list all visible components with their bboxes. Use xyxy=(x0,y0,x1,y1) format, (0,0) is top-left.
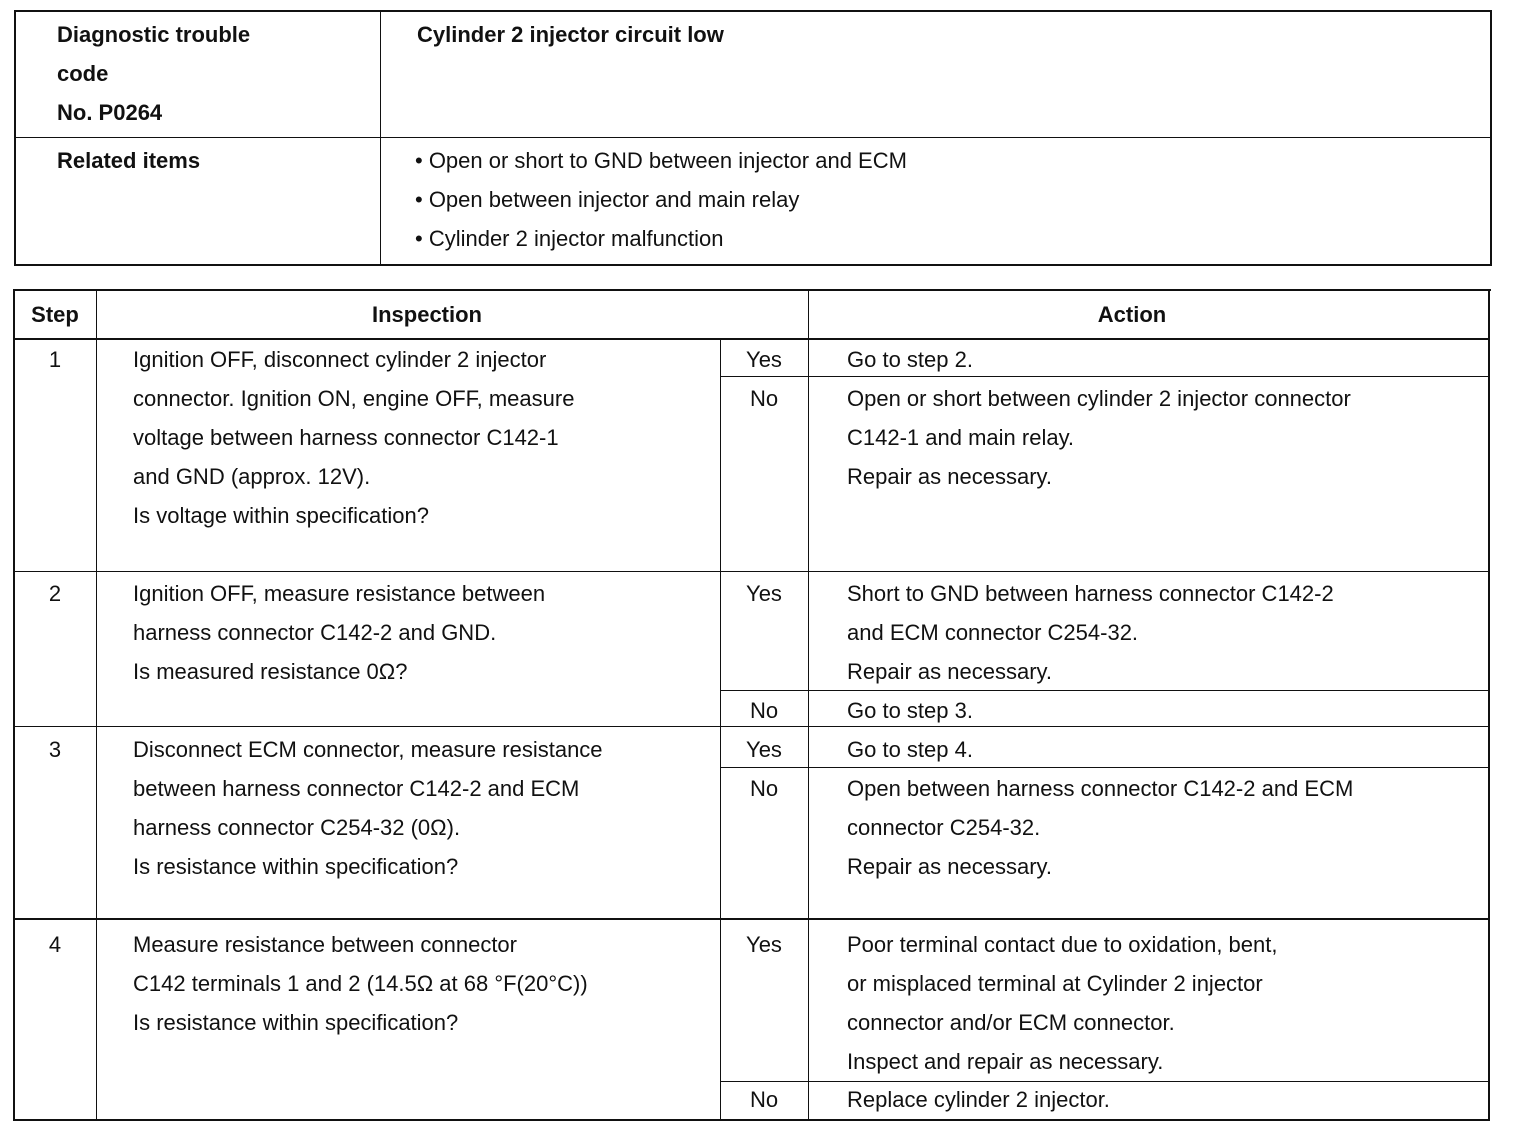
action-line: Go to step 4. xyxy=(847,737,973,762)
action-line: Repair as necessary. xyxy=(847,464,1053,489)
inspection-line: Ignition OFF, measure resistance between xyxy=(133,581,546,606)
answer-yes: Yes xyxy=(746,737,782,762)
related-items-label: Related items xyxy=(57,148,201,173)
dtc-label-line: No. P0264 xyxy=(57,100,163,125)
column-header-action: Action xyxy=(1097,302,1167,327)
inspection-line: harness connector C142-2 and GND. xyxy=(133,620,497,645)
answer-no: No xyxy=(749,386,779,411)
action-line: Open between harness connector C142-2 and ECM xyxy=(847,776,1354,801)
inspection-line: Is resistance within specification? xyxy=(133,1010,459,1035)
step-number: 4 xyxy=(48,932,62,957)
action-line: Go to step 2. xyxy=(847,347,973,372)
rule xyxy=(13,918,1489,920)
related-item: • Open or short to GND between injector and ECM xyxy=(415,148,907,173)
inspection-line: Ignition OFF, disconnect cylinder 2 injector xyxy=(133,347,547,372)
action-line: Open or short between cylinder 2 injector connector xyxy=(847,386,1351,411)
action-line: Poor terminal contact due to oxidation, bent, xyxy=(847,932,1278,957)
answer-yes: Yes xyxy=(746,581,782,606)
rule xyxy=(1488,289,1490,1121)
rule xyxy=(14,10,16,266)
inspection-line: connector. Ignition ON, engine OFF, measure xyxy=(133,386,575,411)
rule xyxy=(13,289,1491,291)
answer-no: No xyxy=(749,1087,779,1112)
inspection-line: Is resistance within specification? xyxy=(133,854,459,879)
rule xyxy=(96,289,97,1121)
action-line: Replace cylinder 2 injector. xyxy=(847,1087,1110,1112)
rule xyxy=(720,376,1489,377)
column-header-step: Step xyxy=(31,302,79,327)
inspection-line: between harness connector C142-2 and ECM xyxy=(133,776,580,801)
inspection-line: C142 terminals 1 and 2 (14.5Ω at 68 °F(20°C)) xyxy=(133,971,588,996)
rule xyxy=(720,767,1489,768)
rule xyxy=(14,137,1492,138)
action-line: Go to step 3. xyxy=(847,698,973,723)
inspection-line: Disconnect ECM connector, measure resistance xyxy=(133,737,603,762)
step-number: 2 xyxy=(48,581,62,606)
rule xyxy=(13,289,15,1121)
action-line: C142-1 and main relay. xyxy=(847,425,1075,450)
action-line: connector and/or ECM connector. xyxy=(847,1010,1175,1035)
rule xyxy=(13,571,1489,572)
dtc-label-line: Diagnostic trouble xyxy=(57,22,251,47)
rule xyxy=(720,690,1489,691)
dtc-value: Cylinder 2 injector circuit low xyxy=(417,22,724,47)
step-number: 1 xyxy=(48,347,62,372)
inspection-line: Is measured resistance 0Ω? xyxy=(133,659,408,684)
action-line: connector C254-32. xyxy=(847,815,1041,840)
action-line: and ECM connector C254-32. xyxy=(847,620,1139,645)
rule xyxy=(14,264,1492,266)
action-line: Inspect and repair as necessary. xyxy=(847,1049,1164,1074)
rule xyxy=(13,1119,1489,1121)
dtc-label-line: code xyxy=(57,61,109,86)
answer-no: No xyxy=(749,776,779,801)
inspection-line: harness connector C254-32 (0Ω). xyxy=(133,815,461,840)
action-line: or misplaced terminal at Cylinder 2 injector xyxy=(847,971,1263,996)
answer-yes: Yes xyxy=(746,932,782,957)
action-line: Short to GND between harness connector C142-2 xyxy=(847,581,1334,606)
inspection-line: voltage between harness connector C142-1 xyxy=(133,425,559,450)
rule xyxy=(1490,10,1492,266)
rule xyxy=(14,10,1492,12)
answer-no: No xyxy=(749,698,779,723)
inspection-line: and GND (approx. 12V). xyxy=(133,464,371,489)
answer-yes: Yes xyxy=(746,347,782,372)
rule xyxy=(808,338,809,1121)
inspection-line: Measure resistance between connector xyxy=(133,932,517,957)
related-item: • Cylinder 2 injector malfunction xyxy=(415,226,724,251)
inspection-line: Is voltage within specification? xyxy=(133,503,429,528)
action-line: Repair as necessary. xyxy=(847,659,1053,684)
action-line: Repair as necessary. xyxy=(847,854,1053,879)
column-header-inspection: Inspection xyxy=(371,302,482,327)
step-number: 3 xyxy=(48,737,62,762)
rule xyxy=(380,10,381,266)
related-item: • Open between injector and main relay xyxy=(415,187,800,212)
